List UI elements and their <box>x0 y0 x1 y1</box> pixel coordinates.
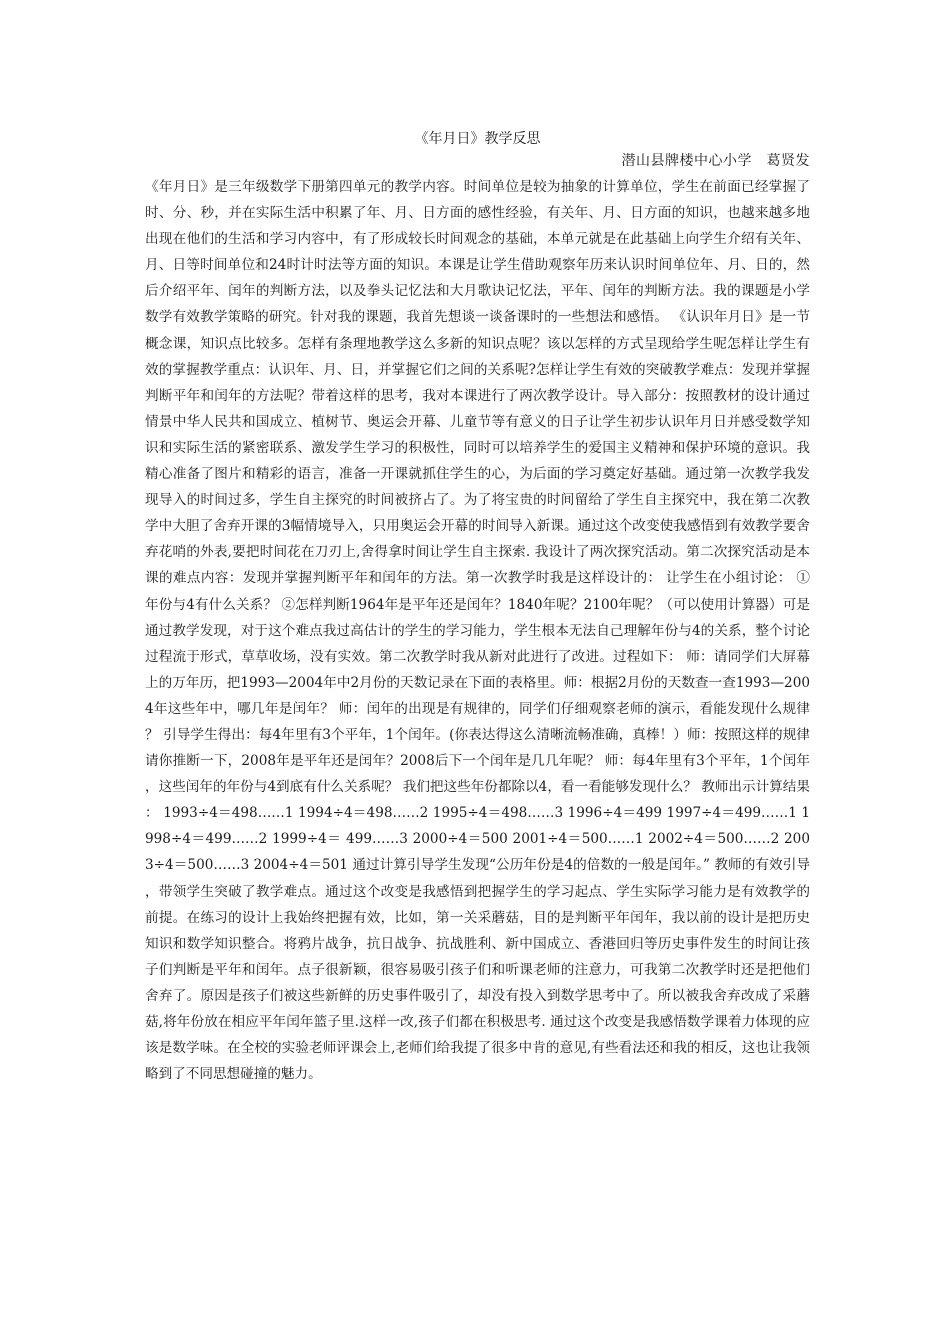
document-author: 潜山县牌楼中心小学 葛贤发 <box>621 153 810 169</box>
document-body: 《年月日》是三年级数学下册第四单元的教学内容。时间单位是较为抽象的计算单位，学生在前面已经掌握了时、分、秒，并在实际生活中积累了年、月、日方面的感性经验，有关年、月、日方面的知识，也越来越多地出现在他们的生活和学习内容中，有了形成较长时间观念的基础，本单元就是在此基础上向学生介绍有关年、月、日等时间单位和24时计时法等方面的知识。本课是让学生借助观察年历来认识时间单位年、月、日的，然后介绍平年、闰年的判断方法，以及拳头记忆法和大月歌诀记忆法，平年、闰年的判断方法。我的课题是小学数学有效教学策略的研究。针对我的课题，我首先想谈一谈备课时的一些想法和感悟。 《认识年月日》是一节概念课，知识点比较多。怎样有条理地教学这么多新的知识点呢？该以怎样的方式呈现给学生呢怎样让学生有效的掌握教学重点：认识年、月、日，并掌握它们之间的关系呢?怎样让学生有效的突破教学难点：发现并掌握判断平年和闰年的方法呢？带着这样的思考，我对本课进行了两次教学设计。导入部分：按照教材的设计通过情景中华人民共和国成立、植树节、奥运会开幕、儿童节等有意义的日子让学生初步认识年月日并感受数学知识和实际生活的紧密联系、激发学生学习的积极性，同时可以培养学生的爱国主义精神和保护环境的意识。我精心准备了图片和精彩的语言，准备一开课就抓住学生的心，为后面的学习奠定好基础。通过第一次教学我发现导入的时间过多，学生自主探究的时间被挤占了。为了将宝贵的时间留给了学生自主探究中，我在第二次教学中大胆了舍弃开课的3幅情境导入，只用奥运会开幕的时间导入新课。通过这个改变使我感悟到有效教学要舍弃花哨的外表,要把时间花在刀刃上,舍得拿时间让学生自主探索. 我设计了两次探究活动。第二次探究活动是本课的难点内容：发现并掌握判断平年和闰年的方法。第一次教学时我是这样设计的： 让学生在小组讨论： ① 年份与4有什么关系？ ②怎样判断1964年是平年还是闰年？1840年呢？2100年呢？（可以使用计算器）可是通过教学发现，对于这个难点我过高估计的学生的学习能力，学生根本无法自己理解年份与4的关系，整个讨论过程流于形式，草草收场，没有实效。第二次教学时我从新对此进行了改进。过程如下： 师：请同学们大屏幕上的万年历，把1993—2004年中2月份的天数记录在下面的表格里。师：根据2月份的天数查一查1993—2004年这些年中，哪几年是闰年？ 师：闰年的出现是有规律的，同学们仔细观察老师的演示，看能发现什么规律？ 引导学生得出：每4年里有3个平年，1个闰年。(你表达得这么清晰流畅准确，真棒！）师：按照这样的规律请你推断一下，2008年是平年还是闰年？2008后下一个闰年是几几年呢？ 师：每4年里有3个平年，1个闰年，这些闰年的年份与4到底有什么关系呢？ 我们把这些年份都除以4，看一看能够发现什么？ 教师出示计算结果： 1993÷4＝498……1 1994÷4＝498……2 1995÷4＝498……3 1996÷4＝499 1997÷4＝499……1 1998÷4＝499……2 1999÷4＝ 499……3 2000÷4＝500 2001÷4＝500……1 2002÷4＝500……2 2003÷4＝500……3 2004÷4＝501 通过计算引导学生发现“公历年份是4的倍数的一般是闰年。” 教师的有效引导，带领学生突破了教学难点。通过这个改变是我感悟到把握学生的学习起点、学生实际学习能力是有效教学的前提。在练习的设计上我始终把握有效，比如，第一关采蘑菇，目的是判断平年闰年，我以前的设计是把历史知识和数学知识整合。将鸦片战争，抗日战争、抗战胜利、新中国成立、香港回归等历史事件发生的时间让孩子们判断是平年和闰年。点子很新颖，很容易吸引孩子们和听课老师的注意力，可我第二次教学时还是把他们舍弃了。原因是孩子们被这些新鲜的历史事件吸引了，却没有投入到数学思考中了。所以被我舍弃改成了采蘑菇,将年份放在相应平年闰年篮子里.这样一改,孩子们都在积极思考. 通过这个改变是我感悟数学课着力体现的应该是数学味。在全校的实验老师评课会上,老师们给我提了很多中肯的意见,有些看法还和我的相反，这也让我领略到了不同思想碰撞的魅力。 <box>145 179 810 1083</box>
document-title: 《年月日》教学反思 <box>414 131 541 147</box>
